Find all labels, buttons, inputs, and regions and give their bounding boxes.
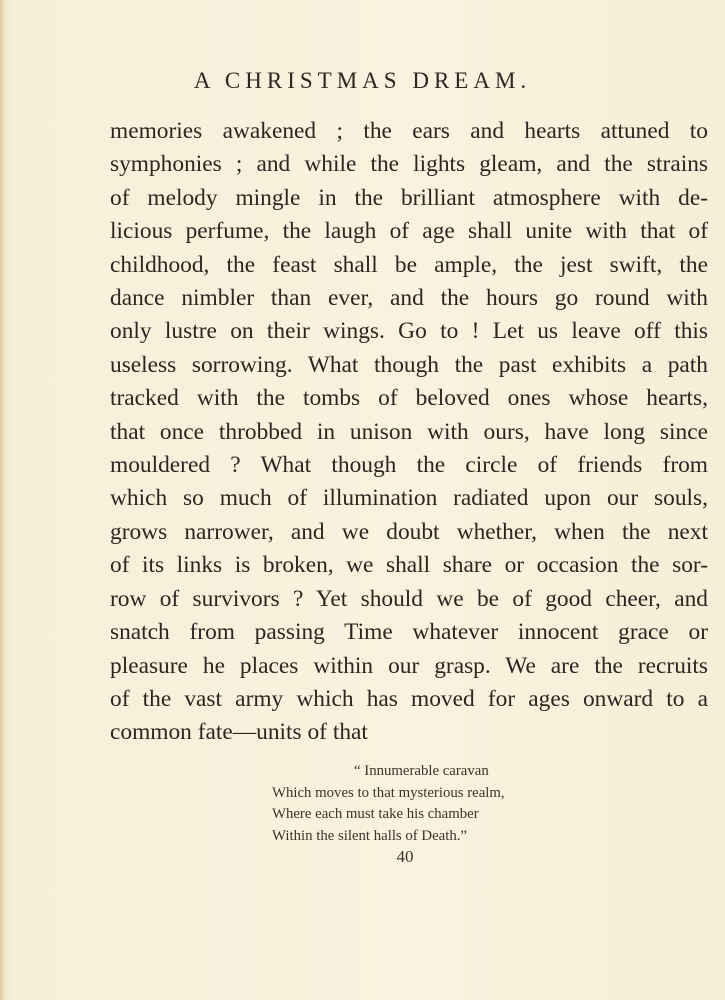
body-line: mouldered ? What though the circle of friends from [110, 452, 708, 479]
body-line: grows narrower, and we doubt whether, when the next [110, 518, 708, 545]
body-line: symphonies ; and while the lights gleam, and the strains [110, 151, 708, 178]
body-line: childhood, the feast shall be ample, the jest swift, the [110, 251, 708, 278]
verse-line: Which moves to that mysterious realm, [272, 784, 505, 801]
body-line: of the vast army which has moved for ages onward to a [110, 685, 708, 712]
body-line: only lustre on their wings. Go to ! Let us leave off this [110, 318, 708, 345]
body-line: pleasure he places within our grasp. We are the recruits [110, 652, 708, 679]
body-line: dance nimbler than ever, and the hours go round with [110, 285, 708, 312]
body-line: tracked with the tombs of beloved ones whose hearts, [110, 385, 708, 412]
body-line: snatch from passing Time whatever innocent grace or [110, 619, 708, 646]
verse-line: Where each must take his chamber [272, 806, 479, 823]
body-line-last: common fate—units of that [110, 719, 368, 746]
verse-line: Within the silent halls of Death.” [272, 827, 468, 844]
body-line: of melody mingle in the brilliant atmosphere with de- [110, 184, 708, 211]
body-line: row of survivors ? Yet should we be of good cheer, and [110, 585, 708, 612]
body-line: memories awakened ; the ears and hearts attuned to [110, 118, 708, 144]
page-number: 40 [396, 847, 414, 866]
body-line: useless sorrowing. What though the past exhibits a path [110, 351, 708, 378]
body-line: of its links is broken, we shall share or occasion the sor- [110, 552, 708, 579]
verse-line: “ Innumerable caravan [354, 763, 489, 779]
body-line: licious perfume, the laugh of age shall unite with that of [110, 218, 708, 245]
running-head: A CHRISTMAS DREAM. [193, 68, 532, 93]
body-text [110, 115, 708, 750]
body-line: that once throbbed in unison with ours, have long since [110, 418, 708, 445]
body-line: which so much of illumination radiated upon our souls, [110, 485, 708, 512]
verse-quotation [272, 761, 572, 847]
